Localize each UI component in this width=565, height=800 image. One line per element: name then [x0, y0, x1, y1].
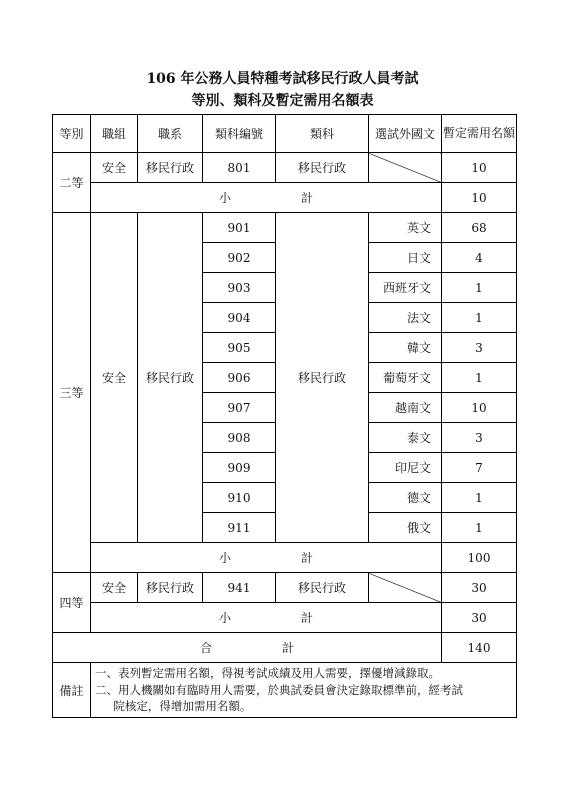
header-series: 職系 — [138, 115, 203, 153]
grade3-language: 俄文 — [369, 513, 442, 543]
total-row — [53, 633, 517, 663]
subtotal-row — [53, 603, 517, 633]
grade3-language: 西班牙文 — [369, 273, 442, 303]
grade3-quota: 3 — [442, 333, 517, 363]
grade3-language: 日文 — [369, 243, 442, 273]
grade2-code: 801 — [203, 153, 276, 183]
remarks-row — [53, 663, 517, 718]
grade3-quota: 3 — [442, 423, 517, 453]
grade3-group: 安全 — [91, 213, 138, 543]
grade3-code: 907 — [203, 393, 276, 423]
grade3-quota: 1 — [442, 483, 517, 513]
header-quota: 暫定需用名額 — [442, 115, 517, 153]
subtotal-row — [53, 543, 517, 573]
grade4-group: 安全 — [91, 573, 138, 603]
grade3-language: 德文 — [369, 483, 442, 513]
grade4-quota: 30 — [442, 573, 517, 603]
grade2-label: 二等 — [53, 153, 91, 213]
grade3-subject: 移民行政 — [276, 213, 369, 543]
grade3-code: 904 — [203, 303, 276, 333]
remark-item-1: 一、表列暫定需用名額，得視考試成績及用人需要，擇優增減錄取。 — [95, 666, 440, 680]
grade3-code: 901 — [203, 213, 276, 243]
header-code: 類科編號 — [203, 115, 276, 153]
grade2-series: 移民行政 — [138, 153, 203, 183]
grade4-language-none — [369, 573, 442, 603]
grade3-language: 法文 — [369, 303, 442, 333]
grade4-code: 941 — [203, 573, 276, 603]
header-subject: 類科 — [276, 115, 369, 153]
grade3-language: 韓文 — [369, 333, 442, 363]
grade3-label: 三等 — [53, 213, 91, 573]
header-row — [53, 115, 517, 153]
grade3-code: 908 — [203, 423, 276, 453]
remark-item-2-cont: 院核定，得增加需用名額。 — [113, 699, 252, 714]
grade3-language: 英文 — [369, 213, 442, 243]
grade3-code: 909 — [203, 453, 276, 483]
grade3-subtotal-label: 小 計 — [91, 543, 442, 573]
total-label: 合 計 — [53, 633, 442, 663]
header-grade: 等別 — [53, 115, 91, 153]
subtotal-row — [53, 183, 517, 213]
grade3-language: 泰文 — [369, 423, 442, 453]
grade2-subtotal: 10 — [442, 183, 517, 213]
grade4-subtotal: 30 — [442, 603, 517, 633]
header-group: 職組 — [91, 115, 138, 153]
grade3-quota: 68 — [442, 213, 517, 243]
grade3-code: 905 — [203, 333, 276, 363]
grade3-quota: 1 — [442, 303, 517, 333]
header-language: 選試外國文 — [369, 115, 442, 153]
grade3-language: 印尼文 — [369, 453, 442, 483]
grade3-code: 911 — [203, 513, 276, 543]
grade3-series: 移民行政 — [138, 213, 203, 543]
grade2-language-none — [369, 153, 442, 183]
grade3-code: 902 — [203, 243, 276, 273]
grade4-subject: 移民行政 — [276, 573, 369, 603]
grade2-subject: 移民行政 — [276, 153, 369, 183]
grade3-subtotal: 100 — [442, 543, 517, 573]
grade2-quota: 10 — [442, 153, 517, 183]
grade3-quota: 1 — [442, 363, 517, 393]
table-row — [53, 213, 517, 243]
grade3-code: 903 — [203, 273, 276, 303]
document-title: 106 年公務人員特種考試移民行政人員考試 — [146, 71, 419, 87]
grade3-quota: 10 — [442, 393, 517, 423]
grade3-quota: 4 — [442, 243, 517, 273]
grade4-label: 四等 — [53, 573, 91, 633]
grade3-quota: 1 — [442, 513, 517, 543]
grade3-quota: 1 — [442, 273, 517, 303]
remarks-content — [91, 663, 517, 718]
remark-item-2: 二、用人機關如有臨時用人需要，於典試委員會決定錄取標準前，經考試 — [95, 682, 463, 697]
quota-table — [52, 114, 517, 718]
total-value: 140 — [442, 633, 517, 663]
grade2-group: 安全 — [91, 153, 138, 183]
table-row — [53, 573, 517, 603]
grade3-code: 910 — [203, 483, 276, 513]
grade4-series: 移民行政 — [138, 573, 203, 603]
grade4-subtotal-label: 小 計 — [91, 603, 442, 633]
remarks-label: 備註 — [53, 663, 91, 718]
grade3-quota: 7 — [442, 453, 517, 483]
document-subtitle: 等別、類科及暫定需用名額表 — [191, 93, 374, 109]
grade2-subtotal-label: 小 計 — [91, 183, 442, 213]
grade3-language: 葡萄牙文 — [369, 363, 442, 393]
grade3-language: 越南文 — [369, 393, 442, 423]
table-row — [53, 153, 517, 183]
grade3-code: 906 — [203, 363, 276, 393]
